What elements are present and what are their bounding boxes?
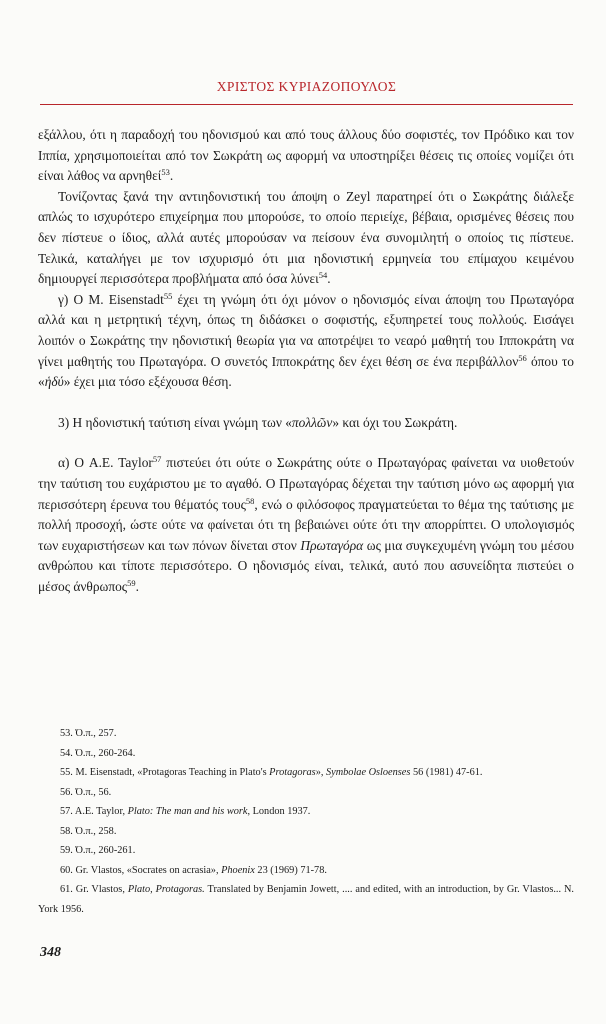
- footnote-ref-58: 58: [245, 495, 255, 506]
- paragraph-3: γ) Ο Μ. Eisenstadt$^{55}$ έχει τη γνώμη ότι όχι μόνον ο ηδονισμός είναι άποψη του Πρωταγόρα αλλά και η μετρητική τέχνη, όπως τη διδάσκει ο σοφιστής, εξυπηρετεί τους πολλούς. Εισάγει λοιπόν ο Σωκράτης την ηδονιστική θεωρία για να αποτρέψει το νεαρό μαθητή του Ιπποκράτη να γίνει μαθητής του Πρωταγόρα. Ο συνετός Ιπποκράτης δεν έχει θέση σε ένα περιβάλλον$^{56}$ όπου το «ἡδύ» έχει μια τόσο εξέχουσα θέση.: [38, 290, 574, 390]
- paragraph-2: Τονίζοντας ξανά την αντιηδονιστική του άποψη ο Zeyl παρατηρεί ότι ο Σωκράτης διάλεξε απλώς το ισχυρότερο επιχείρημα που μπορούσε, το οποίο περιείχε, βέβαια, ορισμένες θέσεις που δεν πίστευε ο ίδιος, αλλά αυτές μπορούσαν να πείσουν ένα συνομιλητή ο οποίος τις πίστευε. Τελικά, καταλήγει με τον ισχυρισμό ότι μια ηδονιστική ερμηνεία του επίμαχου κειμένου δημιουργεί περισσότερα προβλήματα από όσα λύνει$^{54}$.: [38, 188, 574, 287]
- footnote-ref-59: 59: [127, 577, 136, 588]
- footnote-ref-56: 56: [518, 352, 527, 363]
- body-text: [38, 125, 574, 597]
- footnote-ref-57: 57: [152, 454, 162, 465]
- page-number: 348: [40, 945, 61, 960]
- footnote-57: 57. A.E. Taylor, Plato: The man and his work, London 1937.: [60, 806, 311, 817]
- footnote-56: 56. Ό.π., 56.: [60, 786, 112, 798]
- footnote-60: 60. Gr. Vlastos, «Socrates on acrasia», Phoenix 23 (1969) 71-78.: [60, 864, 327, 876]
- footnote-59: 59. Ό.π., 260-261.: [60, 845, 136, 856]
- footnote-61: 61. Gr. Vlastos, Plato, Protagoras. Translated by Benjamin Jowett, .... and edited, with an introduction, by Gr. Vlastos... N. York 1956.: [38, 884, 574, 915]
- header-rule: [40, 104, 573, 105]
- footnote-ref-54: 54: [318, 270, 328, 281]
- paragraph-4: α) Ο A.E. Taylor$^{57}$ πιστεύει ότι ούτε ο Σωκράτης ούτε ο Πρωταγόρας φαίνεται να υιοθετούν την ταύτιση του ευχάριστου με το αγαθό. Ο Πρωταγόρας δέχεται την ταύτιση μόνο ως αφορμή για περισσότερη έρευνα του θέματός τους$^{58}$, ενώ ο φιλόσοφος πραγματεύεται το θέμα της ταύτισης με πολλή προσοχή, ώστε ούτε να φαίνεται ότι τη βεβαιώνει ούτε ότι την απορρίπτει. Ο υπολογισμός των ευχαριστήσεων και των πόνων δίνεται στον Πρωταγόρα ως μια συγκεχυμένη γνώμη του μέσου ανθρώπου και τίποτε περισσότερο. Ο ηδονισμός είναι, τελικά, αυτό που ασυνείδητα πιστεύει ο μέσος άνθρωπος$^{59}$.: [38, 454, 574, 594]
- footnote-58: 58. Ό.π., 258.: [60, 825, 117, 837]
- running-header: ΧΡΙΣΤΟΣ ΚΥΡΙΑΖΟΠΟΥΛΟΣ: [216, 79, 397, 94]
- footnote-ref-55: 55: [163, 290, 173, 301]
- footnote-54: 54. Ό.π., 260-264.: [60, 747, 136, 759]
- footnotes: [38, 724, 574, 919]
- footnote-55: 55. M. Eisenstadt, «Protagoras Teaching in Plato's Protagoras», Symbolae Osloenses 56 (1981) 47-61.: [60, 767, 483, 778]
- section-heading: 3) Η ηδονιστική ταύτιση είναι γνώμη των «πολλῶν» και όχι του Σωκράτη.: [58, 414, 458, 430]
- footnote-ref-53: 53: [161, 167, 170, 178]
- paragraph-1: εξάλλου, ότι η παραδοχή του ηδονισμού και από τους άλλους δύο σοφιστές, τον Πρόδικο και τον Ιππία, χρησιμοποιείται από τον Σωκράτη ως αφορμή να υποστηρίξει θέσεις τις οποίες νομίζει ότι είναι λάθος να αρνηθεί$^{53}$.: [38, 127, 574, 184]
- footnote-53: 53. Ό.π., 257.: [60, 728, 117, 739]
